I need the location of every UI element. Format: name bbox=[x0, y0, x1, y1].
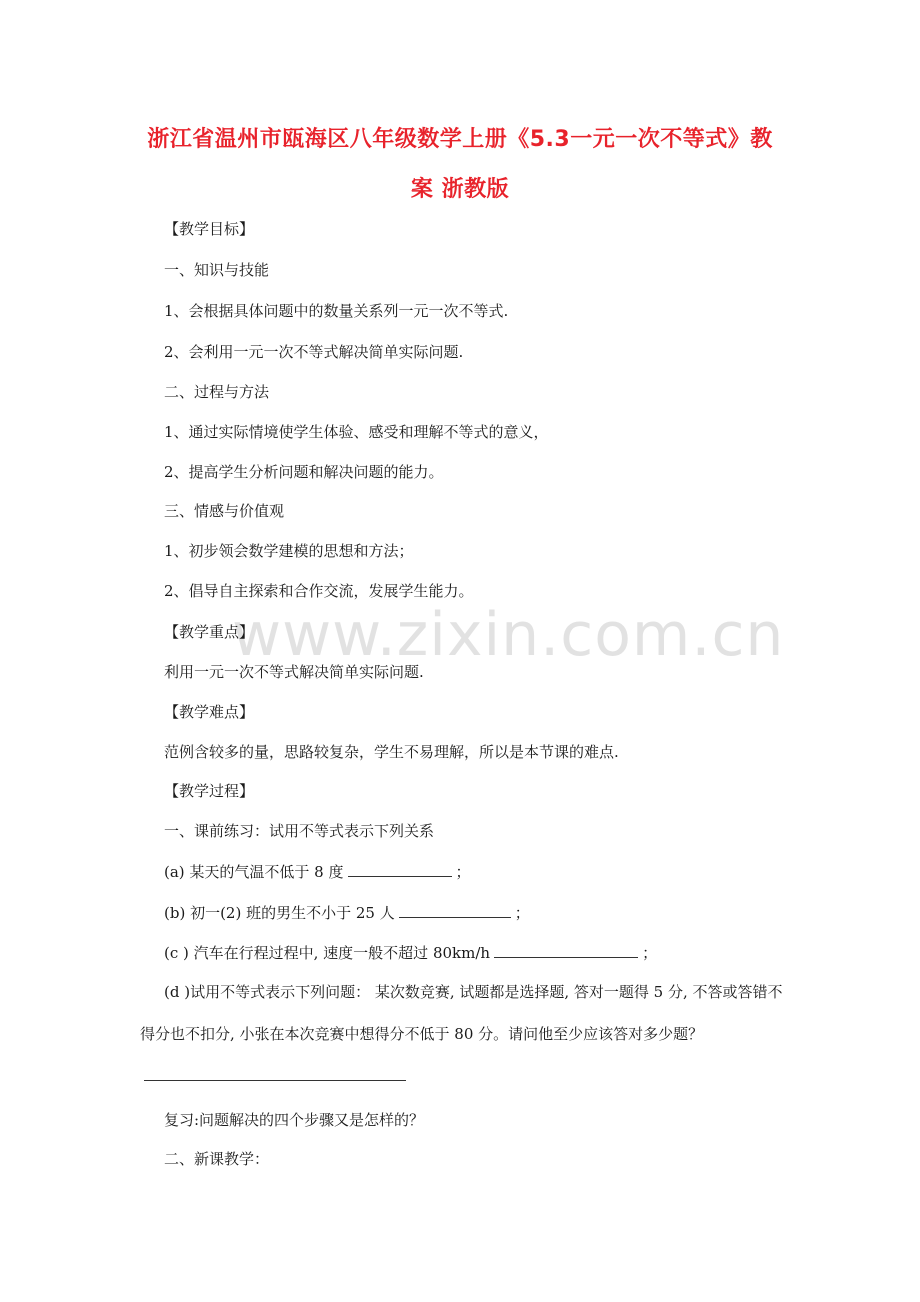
section-heading-difficulties: 【教学难点】 bbox=[164, 703, 255, 721]
subheading-knowledge-skills: 一、知识与技能 bbox=[164, 261, 270, 279]
exercise-d bbox=[140, 971, 795, 1097]
exercise-d-text: (d )试用不等式表示下列问题： 某次数竞赛, 试题都是选择题, 答对一题得 5 分, 不答或答错不得分也不扣分, 小张在本次竞赛中想得分不低于 80 分。请问他至少应该答对多少题？ bbox=[140, 983, 783, 1043]
exercise-a-text: (a) 某天的气温不低于 8 度 bbox=[164, 863, 344, 881]
document-title-line-2: 案 浙教版 bbox=[410, 177, 510, 202]
exercise-b bbox=[164, 902, 530, 923]
objective-item: 2、会利用一元一次不等式解决简单实际问题. bbox=[164, 343, 464, 361]
objective-item: 1、初步领会数学建模的思想和方法； bbox=[164, 542, 414, 560]
objective-item: 2、提高学生分析问题和解决问题的能力。 bbox=[164, 463, 444, 481]
review-question: 复习:问题解决的四个步骤又是怎样的？ bbox=[164, 1111, 425, 1129]
subheading-process-method: 二、过程与方法 bbox=[164, 383, 270, 401]
objective-item: 2、倡导自主探索和合作交流，发展学生能力。 bbox=[164, 582, 474, 600]
answer-blank[interactable] bbox=[348, 862, 452, 877]
exercise-intro: 一、课前练习：试用不等式表示下列关系 bbox=[164, 822, 435, 840]
answer-blank[interactable] bbox=[399, 903, 511, 918]
section-heading-process: 【教学过程】 bbox=[164, 782, 255, 800]
exercise-b-text: (b) 初一(2) 班的男生不小于 25 人 bbox=[164, 904, 395, 922]
objective-item: 1、会根据具体问题中的数量关系列一元一次不等式. bbox=[164, 302, 509, 320]
subheading-emotion-values: 三、情感与价值观 bbox=[164, 502, 285, 520]
difficulty-text: 范例含较多的量，思路较复杂，学生不易理解，所以是本节课的难点. bbox=[164, 743, 619, 761]
section-heading-objectives: 【教学目标】 bbox=[164, 220, 255, 238]
exercise-a-end: ； bbox=[455, 863, 471, 881]
answer-blank[interactable] bbox=[494, 943, 638, 958]
answer-blank[interactable] bbox=[144, 1066, 406, 1081]
section-new-lesson: 二、新课教学： bbox=[164, 1150, 270, 1168]
section-heading-key-points: 【教学重点】 bbox=[164, 623, 255, 641]
exercise-a bbox=[164, 861, 471, 882]
key-point-text: 利用一元一次不等式解决简单实际问题. bbox=[164, 663, 424, 681]
exercise-c bbox=[164, 942, 657, 963]
exercise-c-text: (c ) 汽车在行程过程中, 速度一般不超过 80km/h bbox=[164, 944, 491, 962]
exercise-b-end: ； bbox=[514, 904, 530, 922]
document-title-line-1: 浙江省温州市瓯海区八年级数学上册《5.3一元一次不等式》教 bbox=[147, 127, 773, 152]
objective-item: 1、通过实际情境使学生体验、感受和理解不等式的意义， bbox=[164, 423, 549, 441]
watermark: www.zixin.com.cn bbox=[232, 600, 785, 670]
exercise-c-end: ； bbox=[642, 944, 658, 962]
